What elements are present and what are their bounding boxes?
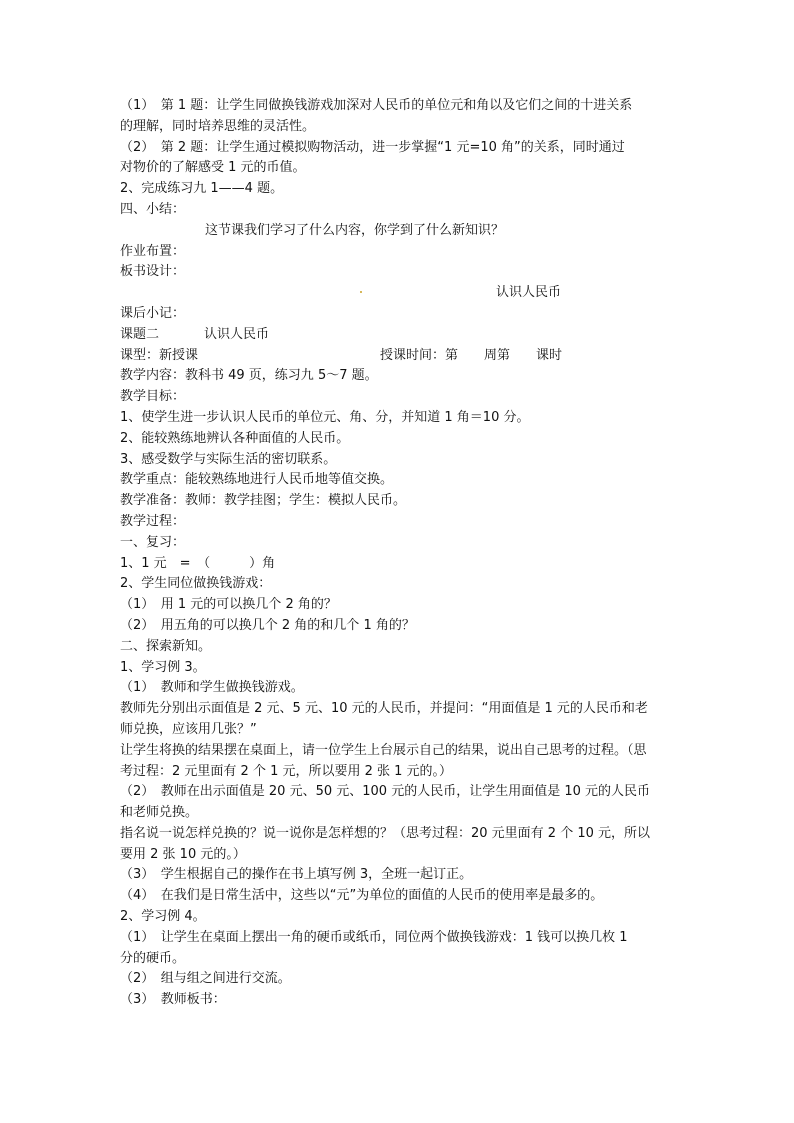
text-line: 1、使学生进一步认识人民币的单位元、角、分，并知道 1 角＝10 分。 — [120, 409, 530, 425]
lesson-title-row — [120, 325, 680, 346]
stray-dot — [360, 291, 362, 293]
text-line: 2、学生同位做换钱游戏： — [120, 576, 272, 592]
text-line: 要用 2 张 10 元的。） — [120, 846, 246, 862]
text-line: 教学目标： — [120, 389, 186, 405]
text-line: 教学过程： — [120, 513, 186, 529]
text-line: 教学准备：教师：教学挂图；学生：模拟人民币。 — [120, 493, 407, 509]
text-line: 教学重点：能较熟练地进行人民币地等值交换。 — [120, 472, 394, 488]
text-line: 教学内容：教科书 49 页，练习九 5～7 题。 — [120, 368, 378, 384]
text-line: （1） 让学生在桌面上摆出一角的硬币或纸币，同位两个做换钱游戏：1 钱可以换几枚 1 — [120, 929, 628, 945]
text-line: （3） 学生根据自己的操作在书上填写例 3，全班一起订正。 — [120, 867, 473, 883]
summary-question: 这节课我们学习了什么内容，你学到了什么新知识？ — [205, 222, 505, 238]
lesson-time: 授课时间：第 周第 课时 — [380, 347, 563, 363]
homework-label: 作业布置： — [120, 243, 186, 259]
text-line: （2） 组与组之间进行交流。 — [120, 971, 291, 987]
lesson-number: 课题二 — [120, 326, 160, 342]
board-design-label: 板书设计： — [120, 264, 186, 280]
board-design-row — [120, 283, 680, 304]
text-line: 和老师兑换。 — [120, 805, 199, 821]
lesson-type-row — [120, 346, 680, 367]
text-line: （3） 教师板书： — [120, 992, 226, 1008]
text-line: 2、学习例 4。 — [120, 909, 206, 925]
text-line: 1、1 元 = （ ）角 — [120, 555, 276, 571]
text-line: （2） 第 2 题：让学生通过模拟购物活动，进一步掌握“1 元=10 角”的关系，同时通过 — [120, 139, 625, 155]
board-title: 认识人民币 — [496, 285, 562, 301]
document-page — [120, 96, 680, 1011]
text-line: 2、能较熟练地辨认各种面值的人民币。 — [120, 430, 350, 446]
after-class-notes-label: 课后小记： — [120, 305, 186, 321]
text-line: 师兑换，应该用几张？” — [120, 721, 257, 737]
lesson-title: 认识人民币 — [204, 326, 270, 342]
text-line: 3、感受数学与实际生活的密切联系。 — [120, 451, 337, 467]
text-line: 让学生将换的结果摆在桌面上，请一位学生上台展示自己的结果，说出自己思考的过程。（思 — [120, 742, 647, 758]
text-line: （1） 第 1 题：让学生同做换钱游戏加深对人民币的单位元和角以及它们之间的十进关系 — [120, 98, 633, 113]
lesson-type: 课型：新授课 — [120, 347, 199, 363]
section-heading: 一、复习： — [120, 534, 186, 550]
text-line: 分的硬币。 — [120, 950, 186, 966]
text-line: 1、学习例 3。 — [120, 659, 206, 675]
text-line: 教师先分别出示面值是 2 元、5 元、10 元的人民币，并提问：“用面值是 1 元的人民币和老 — [120, 701, 648, 717]
text-line: 指名说一说怎样兑换的？说一说你是怎样想的？（思考过程：20 元里面有 2 个 10 元，所以 — [120, 825, 651, 841]
text-line: （1） 教师和学生做换钱游戏。 — [120, 680, 304, 696]
section-heading: 二、探索新知。 — [120, 638, 212, 654]
text-line: （2） 教师在出示面值是 20 元、50 元、100 元的人民币，让学生用面值是 10 元的人民币 — [120, 784, 651, 800]
text-line: 考过程：2 元里面有 2 个 1 元，所以要用 2 张 1 元的。） — [120, 763, 453, 779]
text-line: 的理解，同时培养思维的灵活性。 — [120, 118, 316, 134]
text-line: 对物价的了解感受 1 元的币值。 — [120, 160, 306, 176]
section-heading: 四、小结： — [120, 201, 186, 217]
text-line: （2） 用五角的可以换几个 2 角的和几个 1 角的？ — [120, 617, 415, 633]
text-line: （4） 在我们是日常生活中，这些以“元”为单位的面值的人民币的使用率是最多的。 — [120, 888, 604, 904]
text-line: （1） 用 1 元的可以换几个 2 角的？ — [120, 597, 337, 613]
text-line: 2、完成练习九 1——4 题。 — [120, 181, 284, 197]
